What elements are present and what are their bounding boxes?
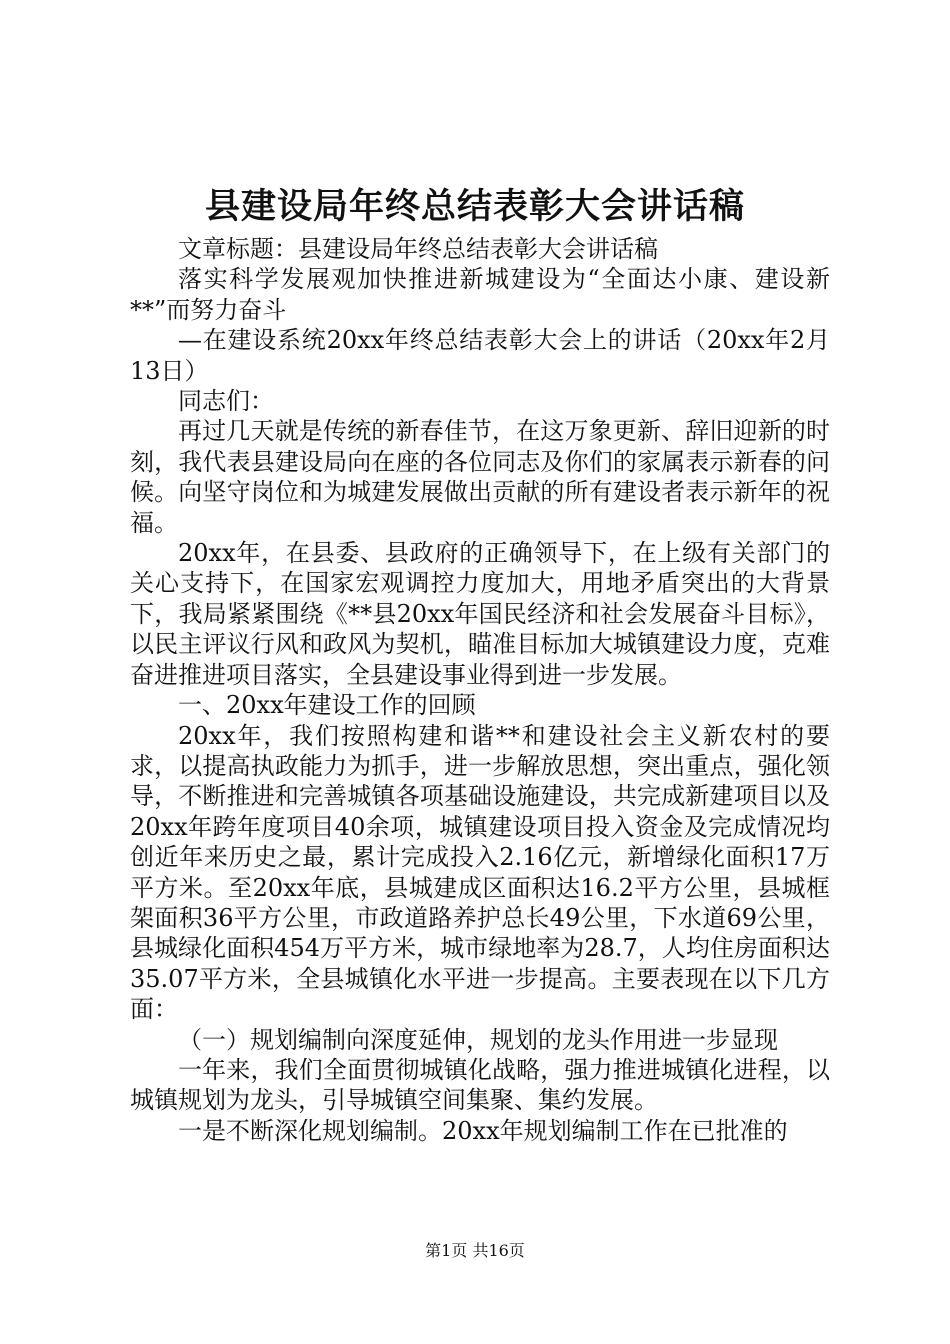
article-title-line: 文章标题：县建设局年终总结表彰大会讲话稿 xyxy=(178,235,658,263)
speech-subtitle: —在建设系统20xx年终总结表彰大会上的讲话（20xx年2月13日） xyxy=(130,326,830,385)
body-paragraph: 一年来，我们全面贯彻城镇化战略，强力推进城镇化进程，以城镇规划为龙头，引导城镇空间集聚、集约发展。 xyxy=(130,1055,830,1115)
document-body xyxy=(130,234,830,1146)
body-paragraph: 20xx年，我们按照构建和谐**和建设社会主义新农村的要求，以提高执政能力为抓手，进一步解放思想，突出重点，强化领导，不断推进和完善城镇各项基础设施建设，共完成新建项目以及20xx年跨年度项目40余项，城镇建设项目投入资金及完成情况均创近年来历史之最，累计完成投入2.16亿元，新增绿化面积17万平方米。至20xx年底，县城建成区面积达16.2平方公里，县城框架面积36平方公里，市政道路养护总长49公里，下水道69公里，县城绿化面积454万平方米，城市绿地率为28.7，人均住房面积达35.07平方米，全县城镇化水平进一步提高。主要表现在以下几方面： xyxy=(130,721,830,1024)
body-paragraph: 一是不断深化规划编制。20xx年规划编制工作在已批准的 xyxy=(178,1116,788,1145)
page-number-footer: 第1页 共16页 xyxy=(425,1241,525,1260)
body-paragraph: 20xx年，在县委、县政府的正确领导下，在上级有关部门的关心支持下，在国家宏观调控力度加大，用地矛盾突出的大背景下，我局紧紧围绕《**县20xx年国民经济和社会发展奋斗目标》，以民主评议行风和政风为契机，瞄准目标加大城镇建设力度，克难奋进推进项目落实，全县建设事业得到进一步发展。 xyxy=(130,539,830,689)
document-title: 县建设局年终总结表彰大会讲话稿 xyxy=(204,186,745,227)
subsection-heading: （一）规划编制向深度延伸，规划的龙头作用进一步显现 xyxy=(178,1025,778,1054)
speech-headline: 落实科学发展观加快推进新城建设为“全面达小康、建设新**”而努力奋斗 xyxy=(130,265,830,324)
section-heading: 一、20xx年建设工作的回顾 xyxy=(178,691,476,720)
salutation: 同志们： xyxy=(178,387,274,416)
body-paragraph: 再过几天就是传统的新春佳节，在这万象更新、辞旧迎新的时刻，我代表县建设局向在座的各位同志及你们的家属表示新春的问候。向坚守岗位和为城建发展做出贡献的所有建设者表示新年的祝福。 xyxy=(130,417,830,537)
